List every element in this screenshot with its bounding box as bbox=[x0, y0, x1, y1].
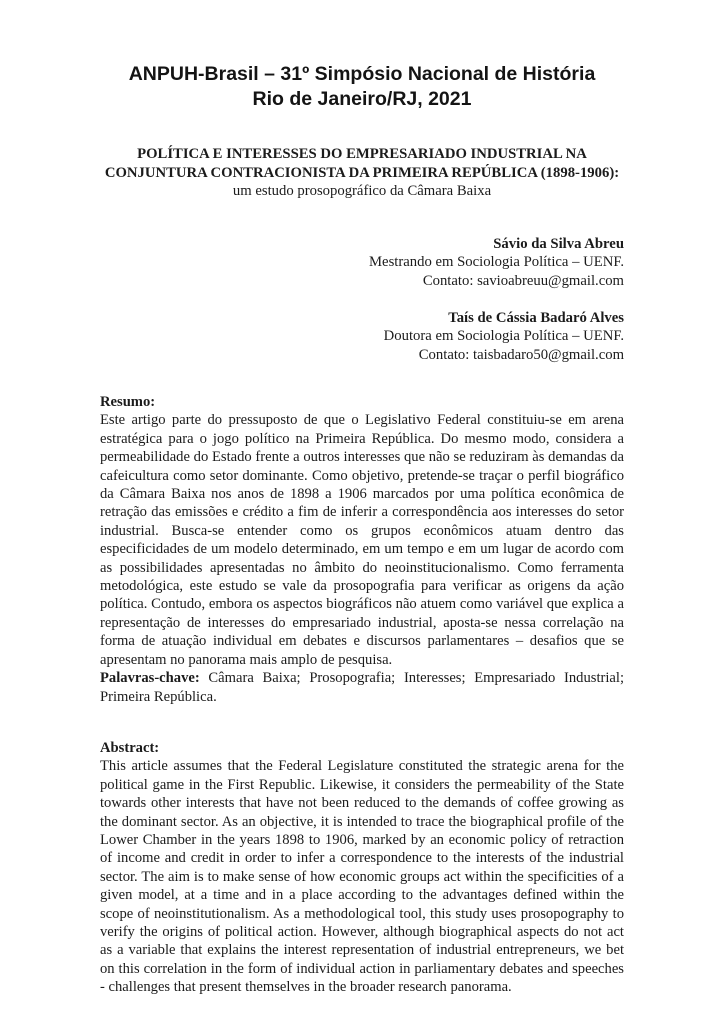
page-content bbox=[100, 62, 624, 997]
conference-location-year: Rio de Janeiro/RJ, 2021 bbox=[252, 88, 472, 110]
conference-header bbox=[100, 62, 624, 112]
keywords-line bbox=[100, 669, 624, 706]
paper-subtitle: um estudo prosopográfico da Câmara Baixa bbox=[232, 183, 492, 199]
author-name: Sávio da Silva Abreu bbox=[493, 235, 624, 252]
resumo-heading: Resumo: bbox=[100, 394, 156, 410]
abstract-body: This article assumes that the Federal Legislature constituted the strategic arena for the political game in the First Republic. Likewise, it considers the permeability of the State towards other interests that have not been reduced to the demands of coffee growing as the dominant sector. As an objective, it is intended to trace the biographical profile of the Lower Chamber in the years 1898 to 1906, marked by an economic policy of retraction of income and credit in order to infer a correspondence to the interests of the industrial sector. The aim is to make sense of how economic groups act within the specificities of a given model, at a time and in a place according to the advantages defined within the scope of neoinstitutionalism. As a methodological tool, this study uses prosopography to verify the origins of political action. However, although biographical aspects do not act as a variable that explains the interest representation of industrial entrepreneurs, we bet on this correlation in the form of individual action in parliamentary debates and speeches - challenges that present themselves in the broader research panorama. bbox=[100, 758, 624, 996]
author-name: Taís de Cássia Badaró Alves bbox=[448, 309, 624, 326]
abstract-section bbox=[100, 739, 624, 997]
authors-block bbox=[100, 235, 624, 365]
abstract-heading: Abstract: bbox=[100, 739, 160, 756]
author-role: Mestrando em Sociologia Política – UENF. bbox=[368, 254, 624, 270]
paper-title-line1: POLÍTICA E INTERESSES DO EMPRESARIADO INDUSTRIAL NA bbox=[137, 146, 587, 162]
keywords-text: Câmara Baixa; Prosopografia; Interesses; Empresariado Industrial; Primeira República. bbox=[100, 670, 624, 705]
keywords-label: Palavras-chave: bbox=[100, 670, 200, 687]
author-entry bbox=[100, 309, 624, 365]
conference-title: ANPUH-Brasil – 31º Simpósio Nacional de História bbox=[128, 63, 596, 85]
resumo-section bbox=[100, 393, 624, 706]
author-contact: Contato: taisbadaro50@gmail.com bbox=[418, 346, 624, 363]
paper-title-line2: CONJUNTURA CONTRACIONISTA DA PRIMEIRA REPÚBLICA (1898-1906): bbox=[104, 164, 620, 181]
resumo-body: Este artigo parte do pressuposto de que o Legislativo Federal constituiu-se em arena estratégica para o jogo político na Primeira República. Do mesmo modo, considera a permeabilidade do Estado frente a outros interesses que não se reduziram às demandas da cafeicultura como setor dominante. Como objetivo, pretende-se traçar o perfil biográfico da Câmara Baixa nos anos de 1898 a 1906 marcados por uma política econômica de retração das emissões e crédito a fim de inferir a correspondência aos interesses do setor industrial. Busca-se entender como os grupos econômicos atuam dentro das especificidades de um modelo determinado, em um tempo e em um lugar de acordo com as possibilidades apresentadas no âmbito do neoinstitucionalismo. Como ferramenta metodológica, este estudo se vale da prosopografia para verificar as origens da ação política. Contudo, embora os aspectos biográficos não atuem como variável que explica a representação de interesses do empresariado industrial, aposta-se nessa correlação na forma de atuação individual em debates e discursos parlamentares – desafios que se apresentam no panorama mais amplo de pesquisa. bbox=[100, 412, 624, 668]
author-role: Doutora em Sociologia Política – UENF. bbox=[383, 328, 624, 344]
author-entry bbox=[100, 235, 624, 291]
author-contact: Contato: savioabreuu@gmail.com bbox=[422, 272, 624, 289]
paper-title-block bbox=[100, 145, 624, 201]
